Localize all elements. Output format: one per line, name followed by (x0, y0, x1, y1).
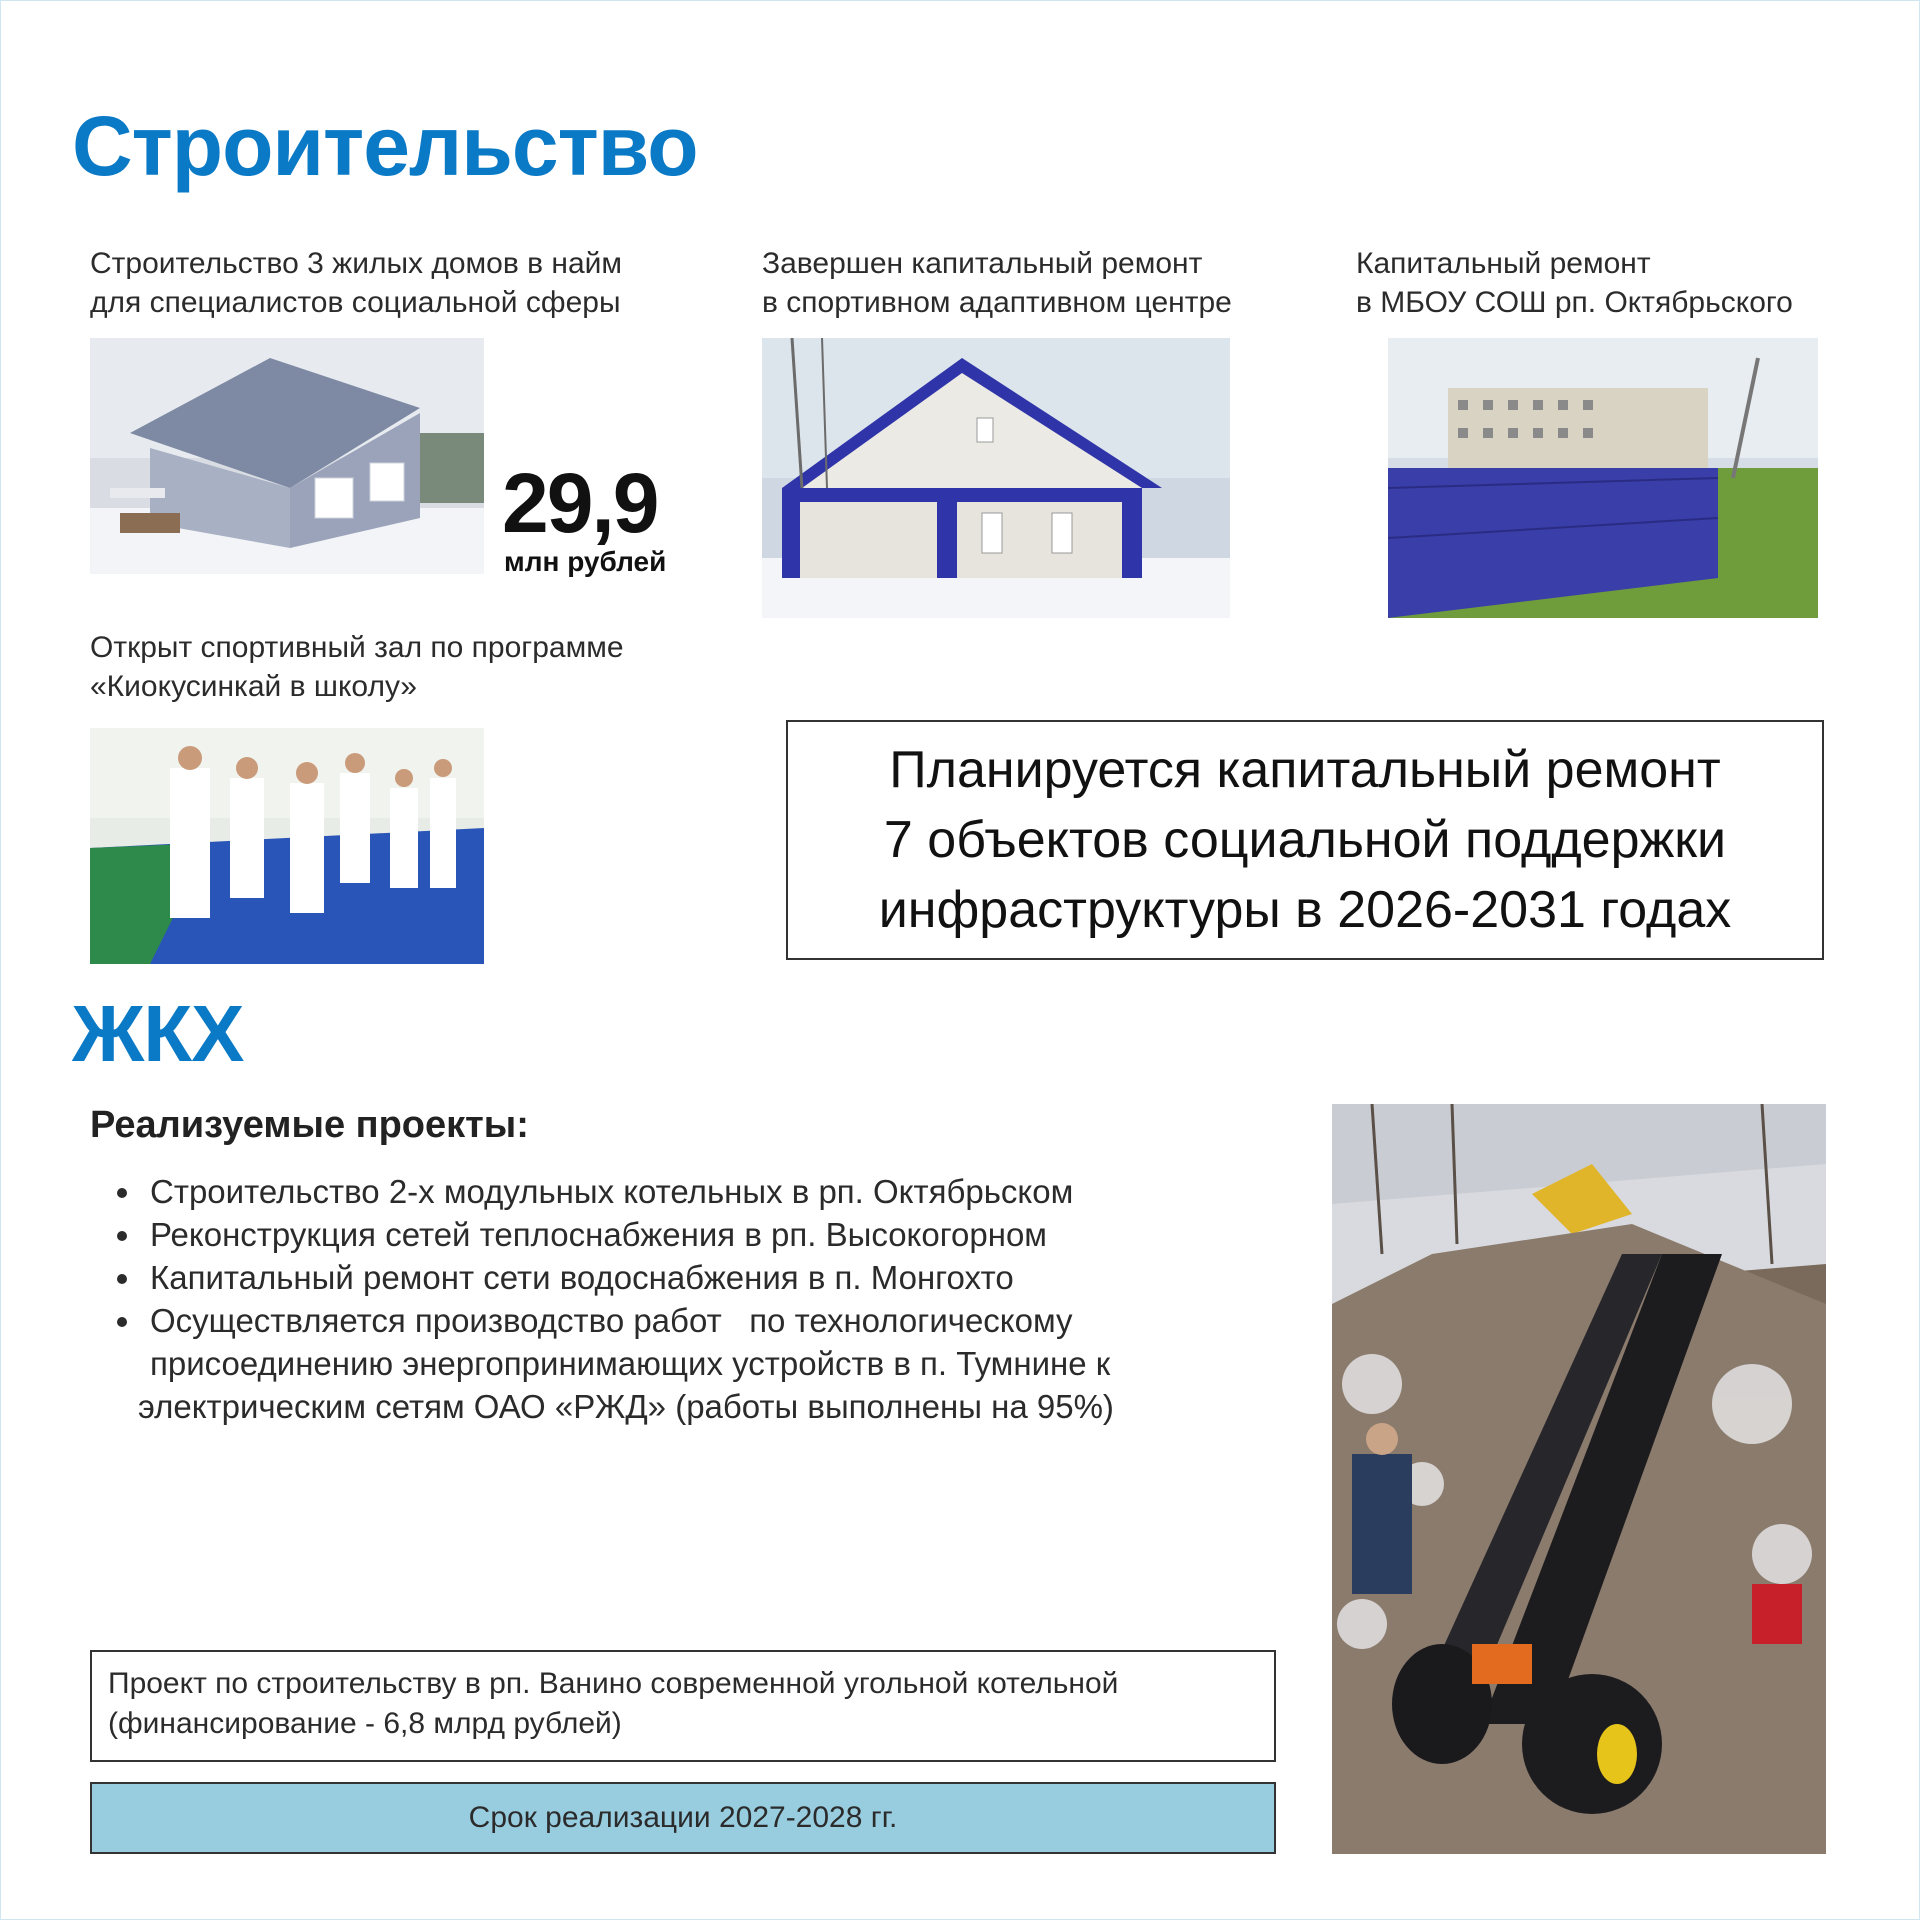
caption-residential-houses: Строительство 3 жилых домов в найм для специалистов социальной сферы (90, 247, 623, 319)
projects-heading: Реализуемые проекты: (90, 1104, 529, 1146)
section-title-construction: Строительство (72, 99, 698, 193)
projects-list (110, 1170, 1324, 1428)
amount-unit: млн рублей (504, 546, 667, 577)
photo-school (1388, 338, 1818, 618)
photo-modular-house (90, 338, 484, 574)
caption-sports-hall: Открыт спортивный зал по программе «Киокусинкай в школу» (90, 631, 624, 703)
vanino-project-box: Проект по строительству в рп. Ванино современной угольной котельной (финансирование - 6,8 млрд рублей) (90, 1650, 1276, 1762)
caption-adaptive-center: Завершен капитальный ремонт в спортивном адаптивном центре (762, 247, 1232, 319)
amount-value: 29,9 (502, 456, 658, 550)
plan-line-1: Планируется капитальный ремонт (889, 741, 1721, 799)
section-title-housing: ЖКХ (72, 989, 244, 1078)
project4-line2: присоединению энергопринимающих устройств в п. Тумнине к (150, 1345, 1111, 1382)
list-item: • Капитальный ремонт сети водоснабжения в п. Монгохто (144, 1256, 1324, 1299)
project4-line1: Осуществляется производство работ по технологическому (150, 1302, 1073, 1339)
list-item: • Строительство 2-х модульных котельных в рп. Октябрьском (144, 1170, 1324, 1213)
project4-line3: электрическим сетям ОАО «РЖД» (работы выполнены на 95%) (138, 1388, 1114, 1425)
photo-adaptive-center (762, 338, 1230, 618)
plan-line-2: 7 объектов социальной поддержки (883, 811, 1727, 869)
deadline-banner: Срок реализации 2027-2028 гг. (90, 1782, 1276, 1854)
caption-school-repair: Капитальный ремонт в МБОУ СОШ рп. Октябрьского (1356, 247, 1793, 319)
photo-karate-hall (90, 728, 484, 964)
plan-line-3: инфраструктуры в 2026-2031 годах (878, 881, 1732, 939)
list-item: • Реконструкция сетей теплоснабжения в рп. Высокогорном (144, 1213, 1324, 1256)
photo-pipeline-works (1332, 1104, 1826, 1854)
plan-repair-box (786, 720, 1824, 960)
list-item (138, 1299, 1324, 1428)
